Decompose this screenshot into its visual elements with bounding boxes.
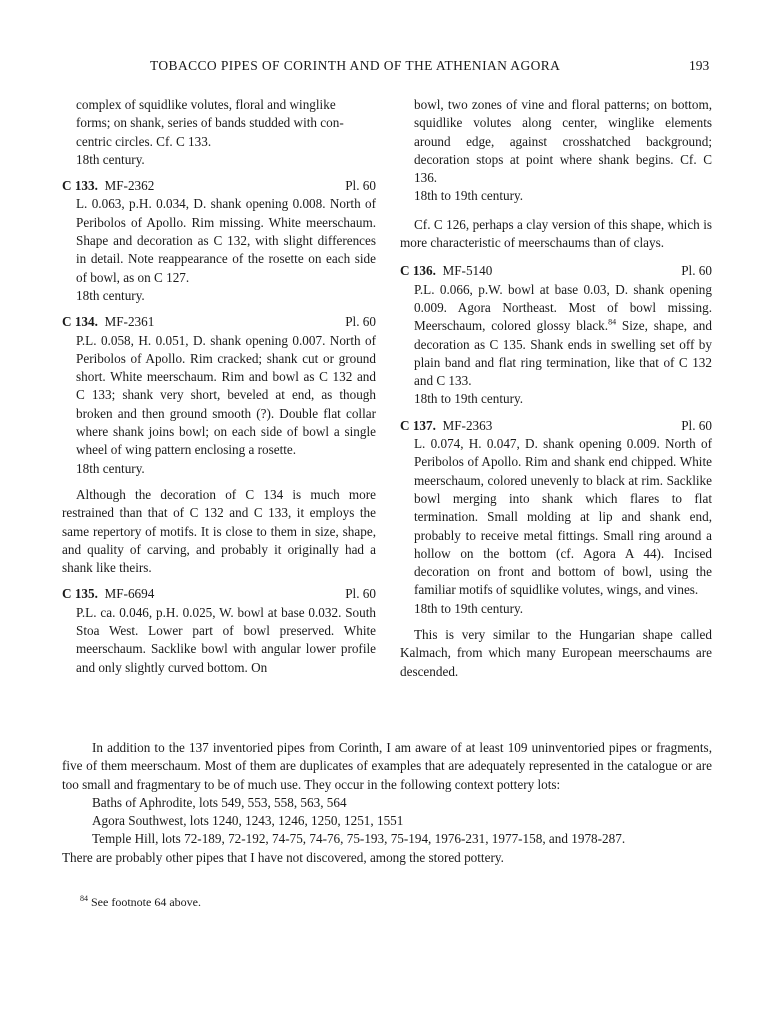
left-column (62, 96, 376, 677)
entry-description: P.L. 0.058, H. 0.051, D. shank opening 0.007. North of Peribolos of Apollo. Rim cracked; shank cut or ground short. White meerschaum. Rim and bowl as C 132 and C 133; shank very short, beveled at end, as though broken and then ground smooth (?). Double flat collar where shank joins bowl; on each side of bowl a single wheel of wing pattern enclosing a rosette. (76, 332, 376, 458)
entry-number: C 137. (400, 417, 436, 433)
discussion-paragraph: This is very similar to the Hungarian shape called Kalmach, from which many European meerschaums are descended. (400, 627, 712, 679)
entry-number: C 136. (400, 263, 436, 279)
plate-reference: Pl. 60 (345, 314, 376, 330)
entry-description: L. 0.063, p.H. 0.034, D. shank opening 0.008. North of Peribolos of Apollo. Rim missing. White meerschaum. Shape and decoration as C 132, with slight differences in detail. Note reappearance of the rosette on each side of bowl, as on C 127. (76, 196, 376, 285)
entry-date: 18th to 19th century. (414, 188, 524, 204)
page-number: 193 (689, 58, 710, 73)
inventory-number: MF-5140 (442, 263, 493, 279)
continued-description: bowl, two zones of vine and floral patterns; on bottom, squidlike volutes along center, winglike elements around edge, against crosshatched background; decoration stops at point where shank begins. Cf. C 136. (414, 97, 712, 186)
footnote-reference[interactable]: 84 (608, 317, 617, 327)
plate-reference: Pl. 60 (345, 178, 376, 194)
discussion-paragraph: Although the decoration of C 134 is much more restrained than that of C 132 and C 133, it employs the same repertory of motifs. It is close to them in size, shape, and quality of carving, and probably it originally had a shank like theirs. (62, 486, 376, 576)
catalogue-entry-c136 (400, 262, 712, 408)
inventory-number: MF-2362 (104, 178, 155, 194)
entry-number: C 135. (62, 586, 98, 602)
entry-date: 18th century. (76, 287, 145, 303)
entry-description: L. 0.074, H. 0.047, D. shank opening 0.009. North of Peribolos of Apollo. Rim and shank end chipped. White meerschaum, colored unevenly to black at rim. Sacklike bowl merging into shank which flares to flat termination. Small molding at lip and shank end, probably to receive metal fittings. Small ring around a hollow on the bottom (cf. Agora A 44). Incised decoration on front and bottom of bowl, using the familiar motifs of squidlike volutes, wings, and vines. (414, 436, 712, 598)
entry-number: C 133. (62, 178, 98, 194)
plate-reference: Pl. 60 (681, 417, 712, 433)
footnote-mark: 84 (80, 894, 88, 903)
summary-section (62, 739, 712, 867)
lot-list-item: Baths of Aphrodite, lots 549, 553, 558, 563, 564 (92, 794, 347, 810)
entry-number: C 134. (62, 314, 98, 330)
catalogue-entry-c133 (62, 177, 376, 305)
entry-description-cont: Size, shape, and decoration as C 135. Shank ends in swelling set off by plain band and flat ring termination, like that of C 132 and C 133. (414, 318, 712, 389)
discussion-paragraph: Cf. C 126, perhaps a clay version of this shape, which is more characteristic of meerschaums than of clays. (400, 216, 712, 251)
entry-date: 18th century. (76, 460, 145, 476)
running-title: TOBACCO PIPES OF CORINTH AND OF THE ATHENIAN AGORA (150, 58, 561, 73)
catalogue-entry-c134 (62, 313, 376, 478)
entry-date: 18th century. (76, 151, 145, 167)
plate-reference: Pl. 60 (345, 586, 376, 602)
lot-list-item: Temple Hill, lots 72-189, 72-192, 74-75, 74-76, 75-193, 75-194, 1976-231, 1977-158, and 1978-287. (92, 831, 626, 847)
entry-description: P.L. ca. 0.046, p.H. 0.025, W. bowl at base 0.032. South Stoa West. Lower part of bowl preserved. White meerschaum. Sacklike bowl with angular lower profile and only slightly curved bottom. On (76, 604, 376, 675)
footnote-text: See footnote 64 above. (88, 895, 201, 909)
footnote (80, 895, 201, 910)
inventory-number: MF-2361 (104, 314, 155, 330)
running-head (0, 58, 770, 78)
continued-line: centric circles. Cf. C 133. (76, 133, 212, 149)
inventory-number: MF-6694 (104, 586, 155, 602)
summary-closing: There are probably other pipes that I have not discovered, among the stored pottery. (62, 849, 504, 865)
plate-reference: Pl. 60 (681, 263, 712, 279)
catalogue-entry-c137 (400, 417, 712, 618)
right-column (400, 96, 712, 681)
entry-date: 18th to 19th century. (414, 600, 524, 616)
continued-line: forms; on shank, series of bands studded with con- (76, 115, 344, 131)
catalogue-entry-c135 (62, 585, 376, 676)
entry-description: P.L. 0.066, p.W. bowl at base 0.03, D. shank opening 0.009. Agora Northeast. Most of bowl missing. Meerschaum, colored glossy black. (414, 281, 712, 334)
continued-line: complex of squidlike volutes, floral and winglike (76, 97, 336, 112)
continued-entry (62, 96, 376, 169)
lot-list-item: Agora Southwest, lots 1240, 1243, 1246, 1250, 1251, 1551 (92, 813, 404, 829)
summary-paragraph: In addition to the 137 inventoried pipes from Corinth, I am aware of at least 109 uninventoried pipes or fragments, five of them meerschaum. Most of them are duplicates of examples that are adequately represented in the catalogue or are too small and fragmentary to be of much use. They occur in the following context pottery lots: (62, 740, 712, 792)
entry-date: 18th to 19th century. (414, 391, 524, 407)
inventory-number: MF-2363 (442, 417, 493, 433)
